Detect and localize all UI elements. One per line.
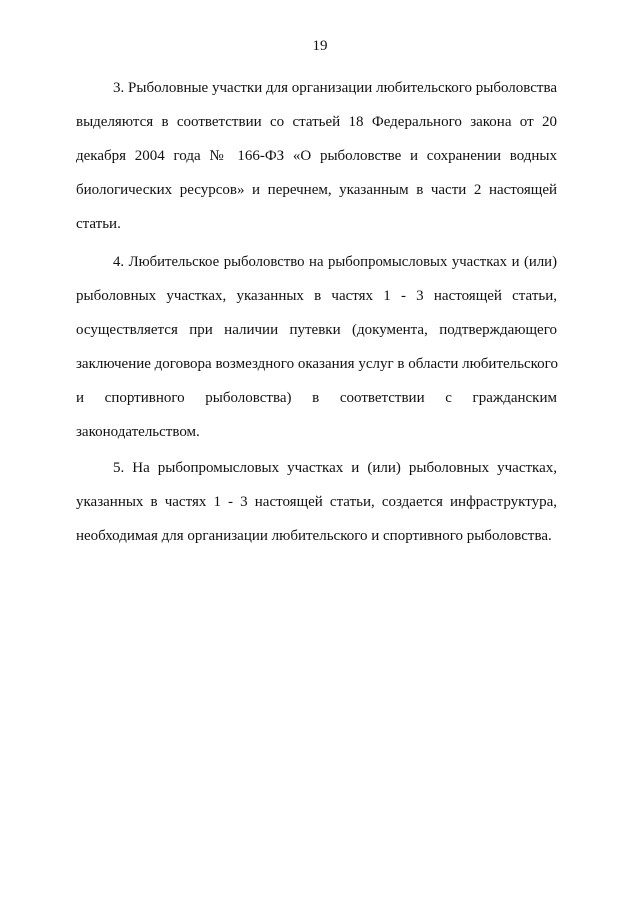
- paragraph-line: и спортивного рыболовства) в соответствии с гражданским: [76, 390, 557, 406]
- paragraph-line: рыболовных участках, указанных в частях 1 - 3 настоящей статьи,: [76, 288, 557, 304]
- paragraph-4: [76, 252, 557, 456]
- paragraph-3: [76, 78, 557, 248]
- paragraph-5: [76, 458, 557, 560]
- paragraph-line: статьи.: [76, 216, 121, 232]
- paragraph-line: осуществляется при наличии путевки (документа, подтверждающего: [76, 322, 557, 338]
- paragraph-line: указанных в частях 1 - 3 настоящей статьи, создается инфраструктура,: [76, 494, 557, 510]
- paragraph-line: выделяются в соответствии со статьей 18 Федерального закона от 20: [76, 114, 557, 130]
- paragraph-line: заключение договора возмездного оказания услуг в области любительского: [76, 356, 558, 372]
- paragraph-line: 3. Рыболовные участки для организации любительского рыболовства: [113, 80, 557, 96]
- paragraph-line: 5. На рыбопромысловых участках и (или) рыболовных участках,: [113, 460, 557, 476]
- paragraph-line: законодательством.: [76, 424, 200, 440]
- paragraph-line: 4. Любительское рыболовство на рыбопромысловых участках и (или): [113, 254, 557, 270]
- paragraph-line: биологических ресурсов» и перечнем, указанным в части 2 настоящей: [76, 182, 557, 198]
- paragraph-line: декабря 2004 года № 166-ФЗ «О рыболовстве и сохранении водных: [76, 148, 557, 164]
- page-number: 19: [312, 38, 328, 54]
- paragraph-line: необходимая для организации любительского и спортивного рыболовства.: [76, 528, 552, 544]
